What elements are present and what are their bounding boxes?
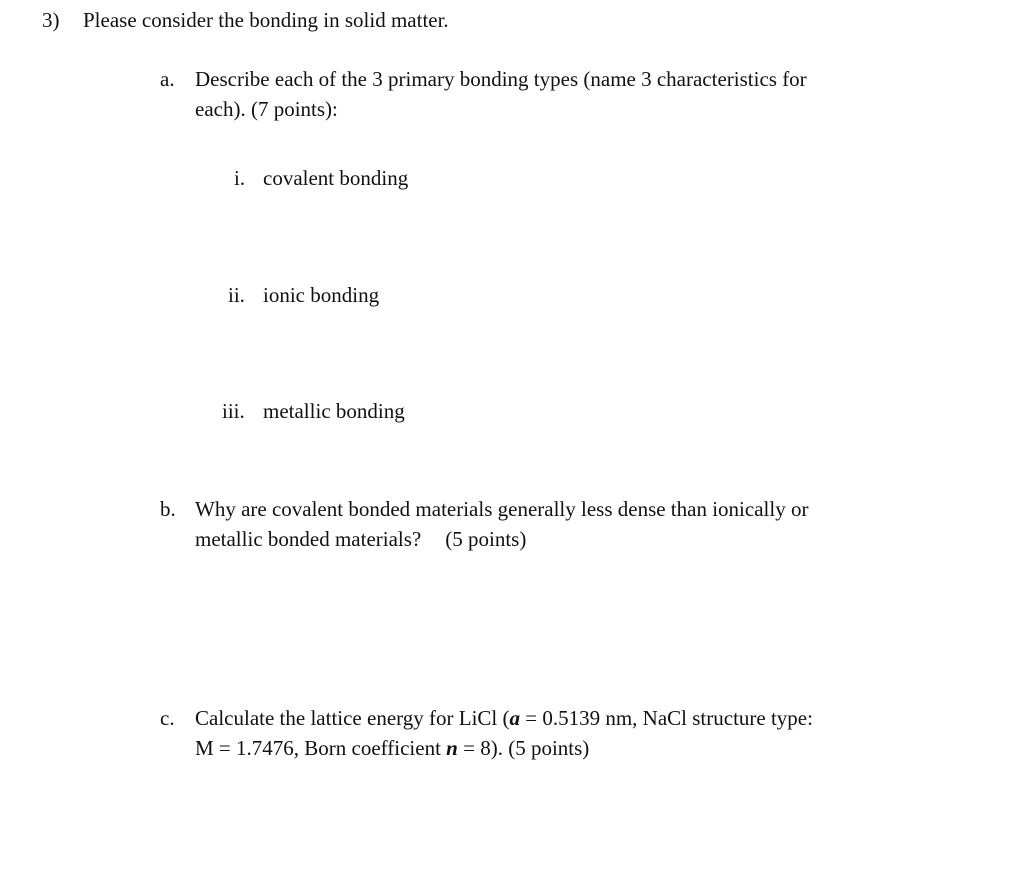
part-c-line-2 (195, 733, 813, 763)
part-b-line-2-text: metallic bonded materials? (195, 527, 422, 551)
lattice-parameter-variable: a (509, 706, 520, 730)
part-c-l1-post: = 0.5139 nm, NaCl structure type: (520, 706, 813, 730)
question-text: Please consider the bonding in solid matter. (83, 8, 449, 32)
part-c-l1-pre: Calculate the lattice energy for LiCl ( (195, 706, 510, 730)
subitem-iii-text: metallic bonding (263, 399, 405, 423)
subitem-i-text: covalent bonding (263, 166, 409, 190)
part-c-l2-pre: M = 1.7476, Born coefficient (195, 736, 447, 760)
born-coefficient-variable: n (446, 736, 458, 760)
part-a-line-1: Describe each of the 3 primary bonding types (name 3 characteristics for (195, 67, 807, 91)
part-b-line-1: Why are covalent bonded materials generally less dense than ionically or (195, 497, 809, 521)
part-c-line-1 (195, 703, 813, 733)
question-number: 3) (42, 8, 60, 32)
subitem-ii-text: ionic bonding (263, 283, 380, 307)
part-b-text (195, 494, 808, 554)
part-a-line-2: each). (7 points): (195, 97, 338, 121)
part-c-label: c. (160, 706, 175, 730)
part-c-text (195, 703, 813, 763)
part-c-l2-post: = 8). (5 points) (457, 736, 590, 760)
subitem-iii-label: iii. (222, 399, 245, 423)
part-b-points: (5 points) (445, 527, 527, 551)
part-b-label: b. (160, 497, 176, 521)
part-a-text (195, 64, 807, 124)
part-a-label: a. (160, 67, 175, 91)
subitem-i-label: i. (234, 166, 246, 190)
part-b-line-2 (195, 524, 808, 554)
subitem-ii-label: ii. (228, 283, 245, 307)
